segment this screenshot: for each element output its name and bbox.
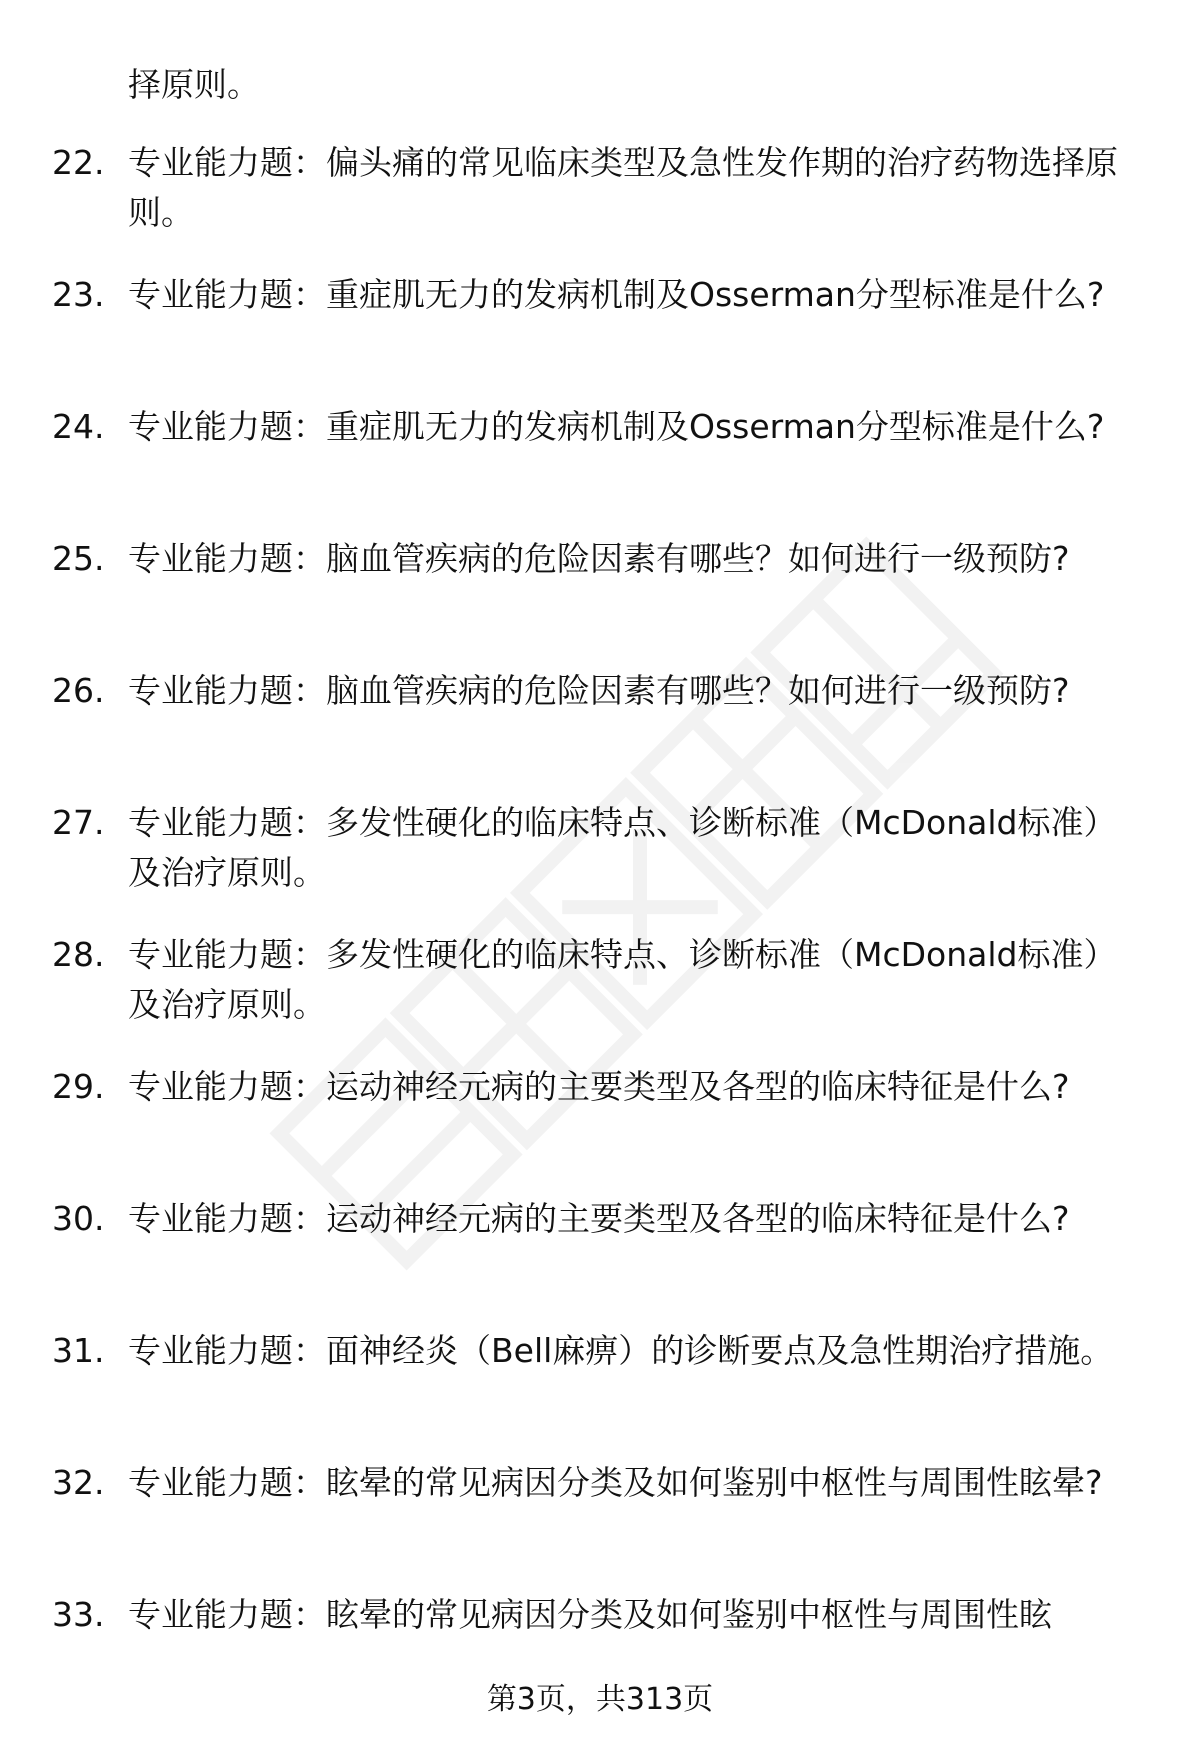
page-footer: 第3页，共313页 xyxy=(486,1682,714,1717)
question-item xyxy=(0,1450,1200,1582)
question-item xyxy=(0,394,1200,526)
question-number: 31. xyxy=(52,1331,105,1370)
question-item xyxy=(0,262,1200,394)
question-text: 专业能力题：偏头痛的常见临床类型及急性发作期的治疗药物选择原则。 xyxy=(128,143,1118,232)
question-number: 32. xyxy=(52,1463,105,1502)
question-text: 专业能力题：重症肌无力的发病机制及Osserman分型标准是什么? xyxy=(128,275,1105,314)
question-text: 专业能力题：重症肌无力的发病机制及Osserman分型标准是什么? xyxy=(128,407,1105,446)
question-item xyxy=(0,922,1200,1054)
question-text: 专业能力题：脑血管疾病的危险因素有哪些？如何进行一级预防? xyxy=(128,671,1070,710)
question-text: 专业能力题：运动神经元病的主要类型及各型的临床特征是什么? xyxy=(128,1067,1070,1106)
question-number: 23. xyxy=(52,275,105,314)
question-number: 26. xyxy=(52,671,105,710)
question-number: 33. xyxy=(52,1595,105,1634)
question-item xyxy=(0,790,1200,922)
question-text: 专业能力题：多发性硬化的临床特点、诊断标准（McDonald标准）及治疗原则。 xyxy=(128,935,1117,1024)
question-text: 专业能力题：运动神经元病的主要类型及各型的临床特征是什么? xyxy=(128,1199,1070,1238)
question-text: 专业能力题：多发性硬化的临床特点、诊断标准（McDonald标准）及治疗原则。 xyxy=(128,803,1117,892)
question-number: 25. xyxy=(52,539,105,578)
question-list xyxy=(0,130,1200,1714)
question-number: 22. xyxy=(52,143,105,182)
question-number: 27. xyxy=(52,803,105,842)
question-item xyxy=(0,1318,1200,1450)
question-item xyxy=(0,658,1200,790)
question-text: 专业能力题：脑血管疾病的危险因素有哪些？如何进行一级预防? xyxy=(128,539,1070,578)
continuation-text: 择原则。 xyxy=(128,65,260,104)
question-number: 30. xyxy=(52,1199,105,1238)
question-item xyxy=(0,1054,1200,1186)
question-item xyxy=(0,526,1200,658)
question-number: 28. xyxy=(52,935,105,974)
question-item xyxy=(0,1186,1200,1318)
question-item xyxy=(0,130,1200,262)
question-text: 专业能力题：眩晕的常见病因分类及如何鉴别中枢性与周围性眩 xyxy=(128,1595,1052,1634)
question-number: 24. xyxy=(52,407,105,446)
question-number: 29. xyxy=(52,1067,105,1106)
question-text: 专业能力题：眩晕的常见病因分类及如何鉴别中枢性与周围性眩晕? xyxy=(128,1463,1103,1502)
question-text: 专业能力题：面神经炎（Bell麻痹）的诊断要点及急性期治疗措施。 xyxy=(128,1331,1114,1370)
